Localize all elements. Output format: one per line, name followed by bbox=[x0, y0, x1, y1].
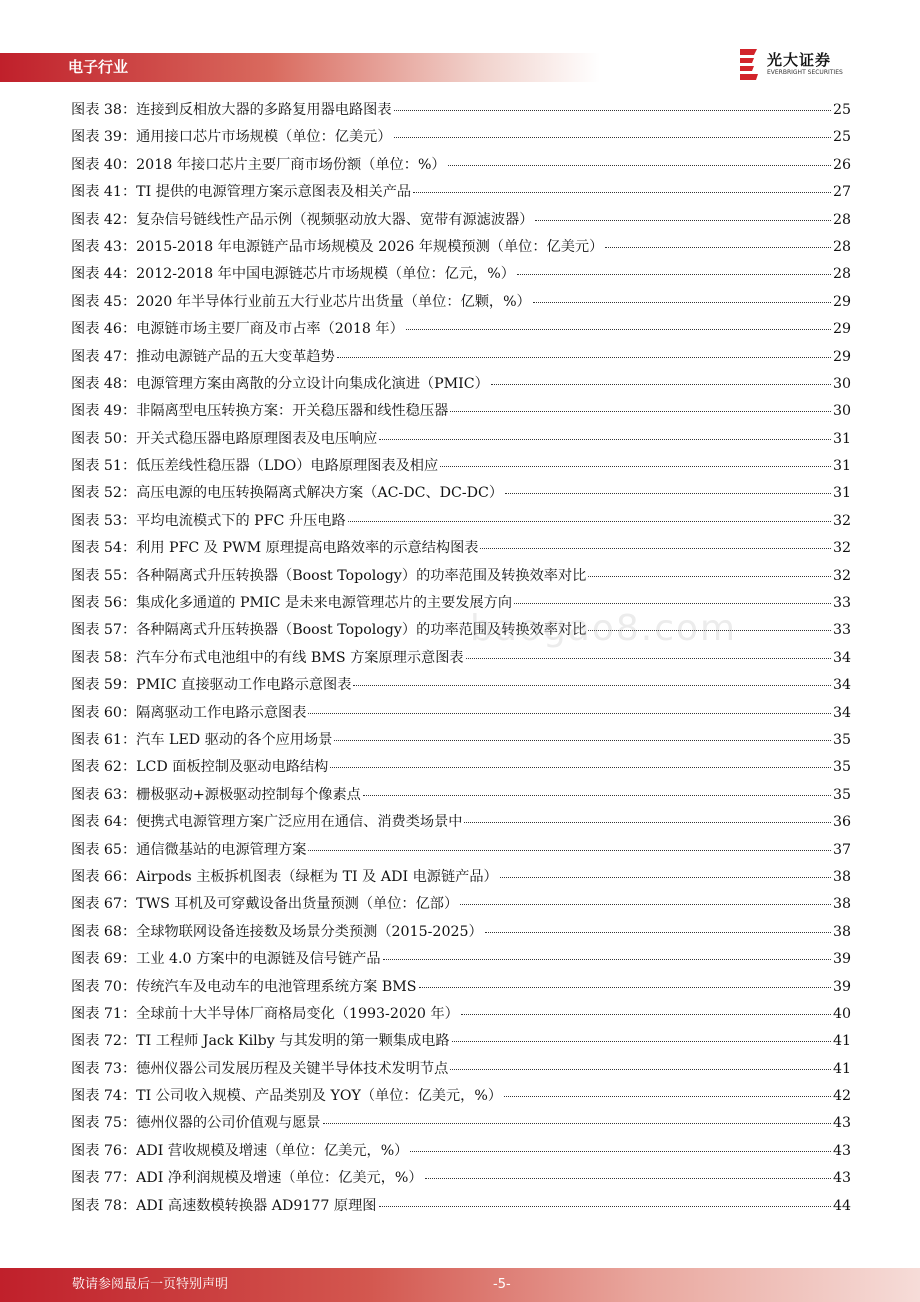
toc-dot-leader bbox=[379, 1193, 831, 1207]
toc-dot-leader bbox=[394, 124, 831, 138]
toc-dot-leader bbox=[461, 1001, 831, 1015]
toc-dot-leader bbox=[517, 261, 831, 275]
toc-dot-leader bbox=[460, 891, 831, 905]
toc-entry-title: 高压电源的电压转换隔离式解决方案（AC-DC、DC-DC） bbox=[136, 485, 504, 502]
toc-dot-leader bbox=[505, 480, 831, 494]
toc-entry-label: 图表 55： bbox=[71, 567, 137, 584]
toc-entry-page: 37 bbox=[832, 841, 851, 858]
toc-entry-page: 35 bbox=[832, 731, 851, 748]
toc-dot-leader bbox=[394, 97, 831, 111]
toc-entry-page: 30 bbox=[832, 375, 851, 392]
toc-entry-page: 28 bbox=[832, 238, 851, 255]
toc-entry-label: 图表 52： bbox=[71, 485, 137, 502]
toc-entry-title: 平均电流模式下的 PFC 升压电路 bbox=[136, 512, 346, 529]
toc-entry-label: 图表 64： bbox=[71, 814, 137, 831]
toc-dot-leader bbox=[535, 207, 831, 221]
toc-entry-title: 隔离驱动工作电路示意图表 bbox=[136, 704, 307, 721]
toc-entry-title: 非隔离型电压转换方案：开关稳压器和线性稳压器 bbox=[136, 403, 449, 420]
toc-entry-label: 图表 56： bbox=[71, 595, 137, 612]
toc-entry-page: 39 bbox=[832, 951, 851, 968]
toc-entry-title: 工业 4.0 方案中的电源链及信号链产品 bbox=[136, 951, 381, 968]
toc-entry[interactable] bbox=[71, 152, 851, 179]
toc-entry[interactable] bbox=[71, 1028, 851, 1055]
toc-entry-label: 图表 49： bbox=[71, 403, 137, 420]
toc-entry-label: 图表 48： bbox=[71, 375, 137, 392]
toc-entry-title: 通信微基站的电源管理方案 bbox=[136, 841, 307, 858]
toc-entry-page: 41 bbox=[832, 1060, 851, 1077]
toc-entry[interactable] bbox=[71, 837, 851, 864]
toc-entry-page: 35 bbox=[832, 759, 851, 776]
toc-dot-leader bbox=[500, 864, 831, 878]
toc-entry-label: 图表 77： bbox=[71, 1170, 137, 1187]
toc-entry-label: 图表 44： bbox=[71, 266, 137, 283]
toc-dot-leader bbox=[410, 1138, 831, 1152]
table-of-figures bbox=[71, 97, 851, 1220]
toc-entry-title: TI 提供的电源管理方案示意图表及相关产品 bbox=[136, 184, 412, 201]
toc-entry-label: 图表 38： bbox=[71, 102, 137, 118]
toc-dot-leader bbox=[425, 1165, 831, 1179]
toc-entry-label: 图表 73： bbox=[71, 1060, 137, 1077]
toc-entry-label: 图表 65： bbox=[71, 841, 137, 858]
toc-entry-page: 36 bbox=[832, 814, 851, 831]
toc-entry[interactable] bbox=[71, 1138, 851, 1165]
toc-entry[interactable] bbox=[71, 1001, 851, 1028]
toc-entry-page: 29 bbox=[832, 321, 851, 338]
toc-dot-leader bbox=[334, 727, 831, 741]
toc-entry-label: 图表 51： bbox=[71, 458, 137, 475]
page-number: -5- bbox=[493, 1277, 511, 1292]
toc-dot-leader bbox=[440, 453, 831, 467]
toc-entry-label: 图表 41： bbox=[71, 184, 137, 201]
toc-entry[interactable] bbox=[71, 946, 851, 973]
toc-entry[interactable] bbox=[71, 1083, 851, 1110]
toc-entry-label: 图表 54： bbox=[71, 540, 137, 557]
toc-entry-title: 通用接口芯片市场规模（单位：亿美元） bbox=[136, 129, 392, 146]
footer-disclaimer: 敬请参阅最后一页特别声明 bbox=[72, 1277, 229, 1292]
toc-dot-leader bbox=[323, 1110, 831, 1124]
toc-entry-title: 低压差线性稳压器（LDO）电路原理图表及相应 bbox=[136, 458, 439, 475]
toc-entry-label: 图表 46： bbox=[71, 321, 137, 338]
toc-entry-page: 34 bbox=[832, 649, 851, 666]
toc-entry-title: ADI 净利润规模及增速（单位：亿美元，%） bbox=[136, 1170, 423, 1187]
toc-entry-page: 32 bbox=[832, 567, 851, 584]
toc-entry[interactable] bbox=[71, 179, 851, 206]
toc-entry-title: 传统汽车及电动车的电池管理系统方案 BMS bbox=[136, 978, 417, 995]
toc-entry-title: 便携式电源管理方案广泛应用在通信、消费类场景中 bbox=[136, 814, 463, 831]
toc-entry-title: 栅极驱动+源极驱动控制每个像素点 bbox=[136, 786, 361, 803]
toc-entry[interactable] bbox=[71, 919, 851, 946]
toc-entry-page: 34 bbox=[832, 704, 851, 721]
toc-entry[interactable] bbox=[71, 371, 851, 398]
toc-entry-title: 汽车 LED 驱动的各个应用场景 bbox=[136, 731, 333, 748]
toc-entry-page: 31 bbox=[832, 458, 851, 475]
toc-entry[interactable] bbox=[71, 480, 851, 507]
footer-band bbox=[0, 1268, 920, 1302]
toc-entry-page: 26 bbox=[832, 156, 851, 173]
toc-entry-title: 推动电源链产品的五大变革趋势 bbox=[136, 348, 335, 365]
toc-entry-title: 集成化多通道的 PMIC 是未来电源管理芯片的主要发展方向 bbox=[136, 595, 513, 612]
toc-dot-leader bbox=[419, 974, 831, 988]
toc-entry-label: 图表 47： bbox=[71, 348, 137, 365]
toc-entry-page: 41 bbox=[832, 1033, 851, 1050]
toc-entry-page: 39 bbox=[832, 978, 851, 995]
toc-entry-title: 电源管理方案由离散的分立设计向集成化演进（PMIC） bbox=[136, 375, 489, 392]
toc-entry-page: 28 bbox=[832, 266, 851, 283]
toc-entry[interactable] bbox=[71, 261, 851, 288]
section-title: 电子行业 bbox=[68, 58, 129, 76]
toc-entry-title: 全球前十大半导体厂商格局变化（1993-2020 年） bbox=[136, 1005, 459, 1022]
toc-entry[interactable] bbox=[71, 207, 851, 234]
toc-entry-page: 31 bbox=[832, 430, 851, 447]
toc-dot-leader bbox=[379, 426, 831, 440]
toc-entry-label: 图表 40： bbox=[71, 156, 137, 173]
toc-entry-page: 38 bbox=[832, 868, 851, 885]
toc-dot-leader bbox=[485, 919, 831, 933]
toc-dot-leader bbox=[491, 371, 831, 385]
toc-entry-page: 35 bbox=[832, 786, 851, 803]
toc-entry-title: 各种隔离式升压转换器（Boost Topology）的功率范围及转换效率对比 bbox=[136, 567, 587, 584]
toc-entry[interactable] bbox=[71, 590, 851, 617]
toc-entry-title: 各种隔离式升压转换器（Boost Topology）的功率范围及转换效率对比 bbox=[136, 622, 587, 639]
toc-entry-label: 图表 71： bbox=[71, 1005, 137, 1022]
toc-dot-leader bbox=[413, 179, 831, 193]
toc-entry-page: 33 bbox=[832, 595, 851, 612]
toc-entry[interactable] bbox=[71, 617, 851, 644]
toc-entry[interactable] bbox=[71, 891, 851, 918]
toc-entry-page: 29 bbox=[832, 348, 851, 365]
logo-name-cn: 光大证券 bbox=[767, 51, 832, 69]
toc-entry-page: 28 bbox=[832, 211, 851, 228]
toc-entry[interactable] bbox=[71, 398, 851, 425]
toc-entry[interactable] bbox=[71, 535, 851, 562]
toc-entry-title: TI 工程师 Jack Kilby 与其发明的第一颗集成电路 bbox=[136, 1033, 450, 1050]
toc-entry-label: 图表 69： bbox=[71, 951, 137, 968]
toc-entry-title: Airpods 主板拆机图表（绿框为 TI 及 ADI 电源链产品） bbox=[136, 868, 498, 885]
toc-entry-label: 图表 50： bbox=[71, 430, 137, 447]
toc-entry[interactable] bbox=[71, 809, 851, 836]
toc-entry-title: 连接到反相放大器的多路复用器电路图表 bbox=[136, 102, 392, 118]
toc-dot-leader bbox=[588, 563, 831, 577]
toc-entry[interactable] bbox=[71, 782, 851, 809]
toc-dot-leader bbox=[504, 1083, 831, 1097]
toc-dot-leader bbox=[480, 535, 830, 549]
toc-entry-title: 2012-2018 年中国电源链芯片市场规模（单位：亿元，%） bbox=[136, 266, 515, 283]
toc-entry-label: 图表 61： bbox=[71, 731, 137, 748]
toc-entry-title: 电源链市场主要厂商及市占率（2018 年） bbox=[136, 321, 404, 338]
toc-entry-label: 图表 75： bbox=[71, 1115, 137, 1132]
toc-entry-title: PMIC 直接驱动工作电路示意图表 bbox=[136, 677, 352, 694]
watermark: baogao8.com bbox=[470, 608, 738, 649]
toc-entry-label: 图表 43： bbox=[71, 238, 137, 255]
toc-dot-leader bbox=[588, 617, 831, 631]
toc-entry-label: 图表 60： bbox=[71, 704, 137, 721]
toc-entry-label: 图表 63： bbox=[71, 786, 137, 803]
toc-dot-leader bbox=[605, 234, 831, 248]
toc-entry-label: 图表 62： bbox=[71, 759, 137, 776]
toc-entry-label: 图表 70： bbox=[71, 978, 137, 995]
toc-dot-leader bbox=[452, 1028, 831, 1042]
toc-entry-label: 图表 68： bbox=[71, 923, 137, 940]
toc-dot-leader bbox=[308, 700, 831, 714]
toc-entry-title: 2015-2018 年电源链产品市场规模及 2026 年规模预测（单位：亿美元） bbox=[136, 238, 604, 255]
toc-entry-title: 2018 年接口芯片主要厂商市场份额（单位：%） bbox=[136, 156, 446, 173]
logo-name-en: EVERBRIGHT SECURITIES bbox=[767, 69, 843, 76]
toc-entry-label: 图表 58： bbox=[71, 649, 137, 666]
toc-entry-title: 复杂信号链线性产品示例（视频驱动放大器、宽带有源滤波器） bbox=[136, 211, 534, 228]
toc-entry[interactable] bbox=[71, 289, 851, 316]
toc-entry[interactable] bbox=[71, 344, 851, 371]
toc-entry-label: 图表 78： bbox=[71, 1197, 137, 1214]
toc-dot-leader bbox=[363, 782, 831, 796]
toc-entry[interactable] bbox=[71, 727, 851, 754]
toc-dot-leader bbox=[448, 152, 831, 166]
toc-entry[interactable] bbox=[71, 508, 851, 535]
toc-entry[interactable] bbox=[71, 754, 851, 781]
toc-dot-leader bbox=[450, 398, 831, 412]
header-band bbox=[0, 53, 600, 82]
toc-entry-page: 32 bbox=[832, 540, 851, 557]
toc-dot-leader bbox=[406, 316, 831, 330]
toc-dot-leader bbox=[466, 645, 831, 659]
toc-entry-label: 图表 72： bbox=[71, 1033, 137, 1050]
toc-entry-page: 43 bbox=[832, 1115, 851, 1132]
toc-dot-leader bbox=[308, 837, 831, 851]
toc-entry-title: 全球物联网设备连接数及场景分类预测（2015-2025） bbox=[136, 923, 483, 940]
toc-entry-label: 图表 59： bbox=[71, 677, 137, 694]
company-logo bbox=[737, 47, 857, 83]
toc-entry-page: 27 bbox=[832, 184, 851, 201]
toc-entry-label: 图表 74： bbox=[71, 1088, 137, 1105]
toc-entry[interactable] bbox=[71, 1193, 851, 1220]
toc-entry-page: 38 bbox=[832, 923, 851, 940]
toc-dot-leader bbox=[450, 1056, 831, 1070]
toc-entry-label: 图表 45： bbox=[71, 293, 137, 310]
toc-entry-page: 38 bbox=[832, 896, 851, 913]
toc-entry-label: 图表 66： bbox=[71, 868, 137, 885]
toc-entry[interactable] bbox=[71, 1165, 851, 1192]
toc-entry-title: 利用 PFC 及 PWM 原理提高电路效率的示意结构图表 bbox=[136, 540, 479, 557]
toc-entry-page: 40 bbox=[832, 1005, 851, 1022]
toc-dot-leader bbox=[464, 809, 830, 823]
everbright-logo-icon bbox=[737, 47, 761, 81]
toc-entry-label: 图表 53： bbox=[71, 512, 137, 529]
toc-entry[interactable] bbox=[71, 563, 851, 590]
toc-entry-page: 25 bbox=[832, 129, 851, 146]
toc-entry-label: 图表 67： bbox=[71, 896, 137, 913]
toc-entry-label: 图表 42： bbox=[71, 211, 137, 228]
toc-entry-title: TI 公司收入规模、产品类别及 YOY（单位：亿美元，%） bbox=[136, 1088, 503, 1105]
toc-entry-title: TWS 耳机及可穿戴设备出货量预测（单位：亿部） bbox=[136, 896, 459, 913]
toc-entry-title: 德州仪器公司发展历程及关键半导体技术发明节点 bbox=[136, 1060, 449, 1077]
toc-entry-title: ADI 营收规模及增速（单位：亿美元，%） bbox=[136, 1142, 409, 1159]
toc-entry-title: 汽车分布式电池组中的有线 BMS 方案原理示意图表 bbox=[136, 649, 464, 666]
toc-entry[interactable] bbox=[71, 700, 851, 727]
toc-entry[interactable] bbox=[71, 97, 851, 124]
toc-entry-title: 德州仪器的公司价值观与愿景 bbox=[136, 1115, 321, 1132]
toc-dot-leader bbox=[330, 754, 831, 768]
toc-dot-leader bbox=[383, 946, 831, 960]
toc-entry-page: 44 bbox=[832, 1197, 851, 1214]
toc-dot-leader bbox=[353, 672, 831, 686]
toc-entry-label: 图表 57： bbox=[71, 622, 137, 639]
toc-entry-label: 图表 39： bbox=[71, 129, 137, 146]
toc-entry[interactable] bbox=[71, 1056, 851, 1083]
toc-dot-leader bbox=[348, 508, 831, 522]
toc-entry[interactable] bbox=[71, 974, 851, 1001]
toc-entry[interactable] bbox=[71, 124, 851, 151]
toc-entry-label: 图表 76： bbox=[71, 1142, 137, 1159]
toc-entry-page: 43 bbox=[832, 1142, 851, 1159]
toc-entry-page: 30 bbox=[832, 403, 851, 420]
toc-entry-page: 43 bbox=[832, 1170, 851, 1187]
toc-dot-leader bbox=[337, 344, 831, 358]
toc-entry-page: 33 bbox=[832, 622, 851, 639]
toc-entry-page: 34 bbox=[832, 677, 851, 694]
toc-entry-page: 29 bbox=[832, 293, 851, 310]
toc-entry[interactable] bbox=[71, 426, 851, 453]
toc-entry[interactable] bbox=[71, 453, 851, 480]
toc-entry[interactable] bbox=[71, 1110, 851, 1137]
toc-entry-page: 42 bbox=[832, 1088, 851, 1105]
toc-entry-title: LCD 面板控制及驱动电路结构 bbox=[136, 759, 329, 776]
toc-entry[interactable] bbox=[71, 234, 851, 261]
toc-entry[interactable] bbox=[71, 864, 851, 891]
toc-entry-page: 25 bbox=[832, 102, 851, 118]
toc-dot-leader bbox=[514, 590, 831, 604]
toc-entry[interactable] bbox=[71, 316, 851, 343]
toc-entry[interactable] bbox=[71, 672, 851, 699]
toc-entry-title: ADI 高速数模转换器 AD9177 原理图 bbox=[136, 1197, 377, 1214]
toc-entry[interactable] bbox=[71, 645, 851, 672]
toc-dot-leader bbox=[533, 289, 831, 303]
toc-entry-title: 2020 年半导体行业前五大行业芯片出货量（单位：亿颗，%） bbox=[136, 293, 531, 310]
toc-entry-page: 32 bbox=[832, 512, 851, 529]
toc-entry-page: 31 bbox=[832, 485, 851, 502]
toc-entry-title: 开关式稳压器电路原理图表及电压响应 bbox=[136, 430, 378, 447]
